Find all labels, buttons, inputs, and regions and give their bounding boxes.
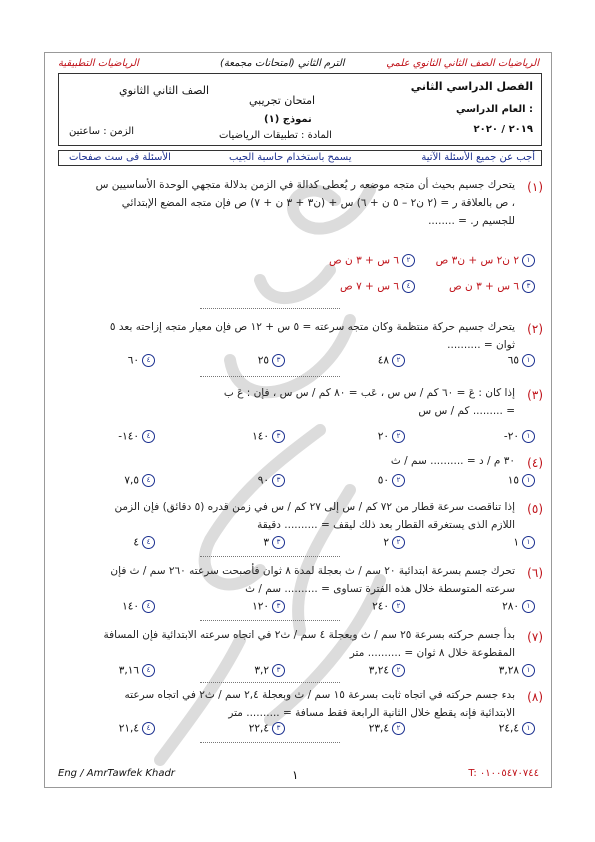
option-text: ٣	[263, 536, 269, 549]
option[interactable]	[372, 600, 405, 613]
option-text: ٦ س + ٣ ن ص	[448, 280, 519, 293]
question-number: (٣)	[527, 388, 543, 402]
option[interactable]	[258, 474, 285, 487]
option[interactable]	[329, 254, 415, 267]
question-number: (٦)	[527, 566, 543, 580]
option-marker: ٢	[402, 254, 415, 267]
option[interactable]	[128, 354, 155, 367]
option-marker: ٤	[402, 280, 415, 293]
option-marker: ٢	[392, 722, 405, 735]
footer-author: Eng / AmrTawfek Khadr	[58, 768, 175, 779]
option-text: ١٥	[507, 474, 519, 487]
option[interactable]	[449, 280, 535, 293]
option[interactable]	[508, 354, 535, 367]
option-text: ٢٤,٤	[498, 722, 519, 735]
question-number: (٥)	[527, 502, 543, 516]
question-text: يتحرك جسيم حركة منتظمة وكان متجه سرعته = ٥ س + ١٢ ص فإن معيار متجه إزاحته بعد ٥ ثوان = ..........	[109, 321, 515, 351]
option-marker: ٣	[522, 280, 535, 293]
option-text: ٢٣,٤	[368, 722, 389, 735]
option-text: ٣,٢٨	[498, 664, 519, 677]
question-text: بدأ جسم حركته بسرعة ٢٥ سم / ث وبعجلة ٤ سم / ث٢ في اتجاه سرعته الابتدائية فإن المسافة المقطوعة خلال ٨ ثوان = .......... متر	[103, 629, 515, 659]
option-text: ٣,١٦	[118, 664, 139, 677]
option-text: ٦ س + ٣ ن ص	[328, 254, 399, 267]
option-text: ٢٠	[377, 430, 389, 443]
instruction-calculator: يسمح باستخدام حاسبة الجيب	[229, 152, 352, 163]
option-marker: ٤	[142, 354, 155, 367]
page-number: ١	[292, 768, 299, 782]
option-text: ٢٢,٤	[248, 722, 269, 735]
option-marker: ٣	[272, 536, 285, 549]
semester: الفصل الدراسي الثاني	[410, 80, 533, 93]
option-text: ٤	[133, 536, 139, 549]
option-marker: ٣	[272, 430, 285, 443]
option-text: ٦٠	[127, 354, 139, 367]
option[interactable]	[436, 254, 535, 267]
option-text: ٣,٢٤	[368, 664, 389, 677]
option-text: ٤٨	[377, 354, 389, 367]
option[interactable]	[504, 430, 535, 443]
option-marker: ٣	[272, 722, 285, 735]
option-marker: ٤	[142, 664, 155, 677]
option-marker: ١	[522, 254, 535, 267]
option[interactable]	[499, 664, 535, 677]
exam-header	[58, 73, 542, 146]
exam-type: امتحان تجريبي	[249, 94, 316, 107]
subject: المادة : تطبيقات الرياضيات	[219, 130, 332, 141]
option-marker: ١	[522, 536, 535, 549]
option[interactable]	[383, 536, 405, 549]
question-text: إذا تناقصت سرعة قطار من ٧٢ كم / س إلى ٢٧ كم / س في زمن قدره (٥ دقائق) فإن الزمن اللازم الذى يستغرقه القطار بعد ذلك ليقف = .......... دقيقة	[114, 501, 515, 531]
option-text: ٧,٥	[124, 474, 139, 487]
option[interactable]	[513, 536, 535, 549]
option-text: ١٢٠	[252, 600, 269, 613]
instruction-pages: الأسئلة فى ست صفحات	[69, 152, 171, 163]
model-number: نموذج (١)	[264, 114, 312, 125]
option-text: ٩٠	[257, 474, 269, 487]
option-marker: ٤	[142, 430, 155, 443]
option-text: ٣,٢	[254, 664, 269, 677]
option-marker: ١	[522, 664, 535, 677]
option-text: ٢٠-	[503, 430, 519, 443]
option-marker: ٤	[142, 600, 155, 613]
instructions-bar	[58, 150, 542, 166]
question-text: ٣٠ م / د = .......... سم / ث	[390, 455, 515, 467]
option-marker: ٣	[272, 474, 285, 487]
option-text: ١٤٠	[252, 430, 269, 443]
question-text: بدء جسم حركته في اتجاه ثابت بسرعة ١٥ سم / ث وبعجلة ٢,٤ سم / ث٢ في اتجاه سرعته الابتدائية فإنه يقطع خلال الثانية الرابعة فقط مسافة = .......... متر	[124, 689, 515, 719]
option[interactable]	[122, 600, 155, 613]
option-marker: ٢	[392, 664, 405, 677]
option-marker: ٢	[392, 430, 405, 443]
option-marker: ٢	[392, 474, 405, 487]
option-marker: ١	[522, 722, 535, 735]
question-separator	[200, 376, 340, 377]
academic-year: ٢٠١٩ / ٢٠٢٠	[473, 124, 533, 135]
option[interactable]	[119, 664, 155, 677]
option[interactable]	[124, 474, 155, 487]
option[interactable]	[249, 722, 285, 735]
option[interactable]	[502, 600, 535, 613]
option-marker: ١	[522, 474, 535, 487]
question-separator	[200, 620, 340, 621]
option[interactable]	[119, 722, 155, 735]
option-text: ١٤٠-	[118, 430, 139, 443]
option-text: ٢٤٠	[372, 600, 389, 613]
option[interactable]	[263, 536, 285, 549]
option[interactable]	[369, 664, 405, 677]
banner-left: الرياضيات التطبيقية	[58, 58, 139, 69]
footer-phone: T: ٠١٠٠٥٤٧٠٧٤٤	[468, 768, 539, 779]
option[interactable]	[340, 280, 415, 293]
option-marker: ٤	[142, 536, 155, 549]
question-number: (١)	[527, 180, 543, 194]
option[interactable]	[378, 354, 405, 367]
question-text: إذا كان : عَ = ٦٠ كم / س س ، عَب = ٨٠ كم / س س ، فإن : عَ ب = ......... كم / س س	[223, 387, 515, 417]
option[interactable]	[252, 600, 285, 613]
option-marker: ٤	[142, 722, 155, 735]
option-text: ٥٠	[377, 474, 389, 487]
option-text: ٢ ن٢ س + ن٣ ص	[435, 254, 519, 267]
option-text: ١	[513, 536, 519, 549]
option-marker: ٣	[272, 600, 285, 613]
option-text: ٦٥	[507, 354, 519, 367]
year-label: العام الدراسي :	[456, 104, 533, 115]
option[interactable]	[378, 430, 405, 443]
question-number: (٨)	[527, 690, 543, 704]
option-marker: ١	[522, 600, 535, 613]
banner-right: الرياضيات الصف الثاني الثانوي علمي	[386, 58, 539, 69]
option-marker: ٢	[392, 600, 405, 613]
question-text: يتحرك جسيم بحيث أن متجه موضعه ر يُعطى كدالة في الزمن بدلالة متجهي الوحدة الأساسيين س ، ص بالعلاقة ر = (٢ ن٢ – ٥ ن + ٦) س + (ن٣ + ٣ ن + ٧) ص فإن متجه المضع الإبتدائي للجسيم ر. = ........	[95, 179, 515, 227]
question-separator	[200, 556, 340, 557]
question-number: (٤)	[527, 456, 543, 470]
banner-center: الترم الثاني (امتحانات مجمعة)	[220, 58, 345, 69]
option[interactable]	[252, 430, 285, 443]
option-marker: ١	[522, 430, 535, 443]
option[interactable]	[133, 536, 155, 549]
option-marker: ٤	[142, 474, 155, 487]
question-text: تحرك جسم بسرعة ابتدائية ٢٠ سم / ث بعجلة لمدة ٨ ثوان فأصبحت سرعته ٢٦٠ سم / ث فإن سرعته المتوسطة خلال هذه الفترة تساوى = .......... سم / ث	[110, 565, 515, 595]
option[interactable]	[369, 722, 405, 735]
option[interactable]	[258, 354, 285, 367]
question-separator	[200, 742, 340, 743]
option-text: ١٤٠	[122, 600, 139, 613]
question-number: (٧)	[527, 630, 543, 644]
option-text: ٢٨٠	[502, 600, 519, 613]
option-marker: ٣	[272, 664, 285, 677]
option-marker: ٢	[392, 354, 405, 367]
option-marker: ٣	[272, 354, 285, 367]
option[interactable]	[499, 722, 535, 735]
exam-time: الزمن : ساعتين	[69, 126, 135, 137]
option[interactable]	[254, 664, 285, 677]
question-number: (٢)	[527, 322, 543, 336]
option[interactable]	[378, 474, 405, 487]
option-marker: ٢	[392, 536, 405, 549]
option-marker: ١	[522, 354, 535, 367]
option[interactable]	[508, 474, 535, 487]
option[interactable]	[118, 430, 155, 443]
option-text: ٢٥	[257, 354, 269, 367]
question-separator	[200, 682, 340, 683]
grade: الصف الثاني الثانوي	[119, 84, 210, 97]
question-separator	[200, 308, 340, 309]
option-text: ٦ س + ٧ ص	[340, 280, 399, 293]
option-text: ٢١,٤	[118, 722, 139, 735]
option-text: ٢	[383, 536, 389, 549]
instruction-answer-all: أجب عن جميع الأسئلة الآتية	[421, 152, 535, 163]
